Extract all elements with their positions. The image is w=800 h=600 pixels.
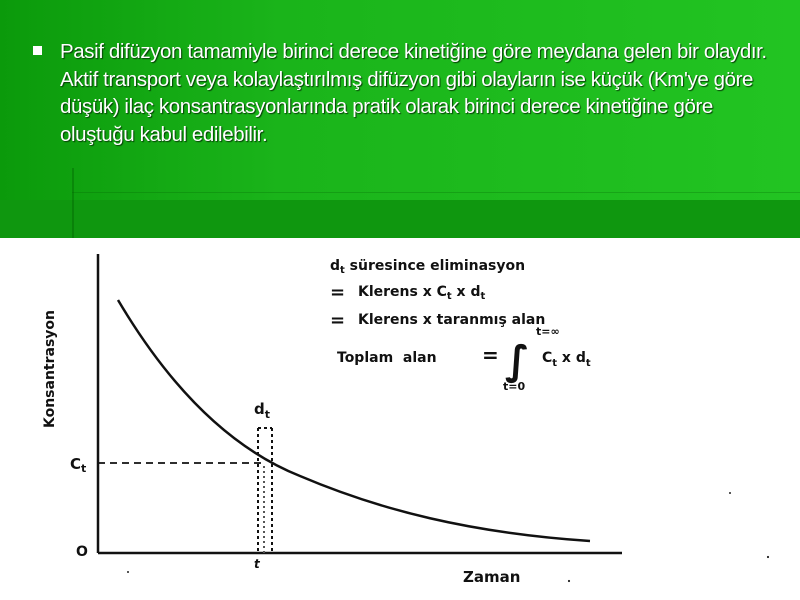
- equation-block: [330, 258, 591, 393]
- elimination-figure: [0, 238, 800, 600]
- slide-header-panel: [0, 0, 800, 238]
- equation-line-3: Klerens x taranmış alan: [358, 312, 546, 328]
- ct-label: $C_t$: [70, 455, 87, 475]
- equation-line-2: Klerens x $C_t$ x $d_t$: [358, 284, 486, 302]
- total-area-label: Toplam alan: [337, 350, 437, 366]
- scan-speck: [729, 492, 731, 494]
- equation-line-2-prefix: =: [330, 282, 346, 303]
- header-bottom-band: [0, 200, 800, 238]
- equation-line-3-prefix: =: [330, 310, 346, 331]
- scan-speck: [127, 571, 129, 573]
- equation-line-1: $d_t$ süresince eliminasyon: [330, 258, 526, 276]
- decorative-horizontal-line: [72, 192, 800, 193]
- slide-paragraph: Pasif difüzyon tamamiyle birinci derece kinetiğine göre meydana gelen bir olaydır. Aktif transport veya kolaylaştırılmış difüzyon gibi olayların ise küçük (Km'ye göre düşük) ilaç konsantrasyonlarında pratik olarak birinci derece kinetiğine göre oluştuğu kabul edilebilir.: [60, 40, 767, 146]
- scan-speck: [568, 580, 570, 582]
- dt-label: $d_t$: [254, 400, 271, 421]
- integrand: $C_t$ x $d_t$: [542, 350, 591, 369]
- x-axis-label: Zaman: [463, 568, 521, 586]
- elimination-diagram-svg: [0, 238, 800, 600]
- decorative-vertical-line: [72, 168, 74, 238]
- t-tick-label: t: [254, 557, 260, 571]
- bullet-square-icon: [33, 46, 42, 55]
- total-area-equals: =: [482, 343, 499, 367]
- origin-label: O: [76, 544, 88, 560]
- integral-sign: ∫: [505, 338, 530, 384]
- dt-strip: [258, 428, 272, 554]
- scan-speck: [767, 556, 769, 558]
- concentration-decay-curve: [118, 300, 590, 541]
- integral-upper-limit: t=∞: [536, 325, 560, 338]
- y-axis-label: Konsantrasyon: [42, 309, 58, 428]
- integral-lower-limit: t=0: [503, 380, 526, 393]
